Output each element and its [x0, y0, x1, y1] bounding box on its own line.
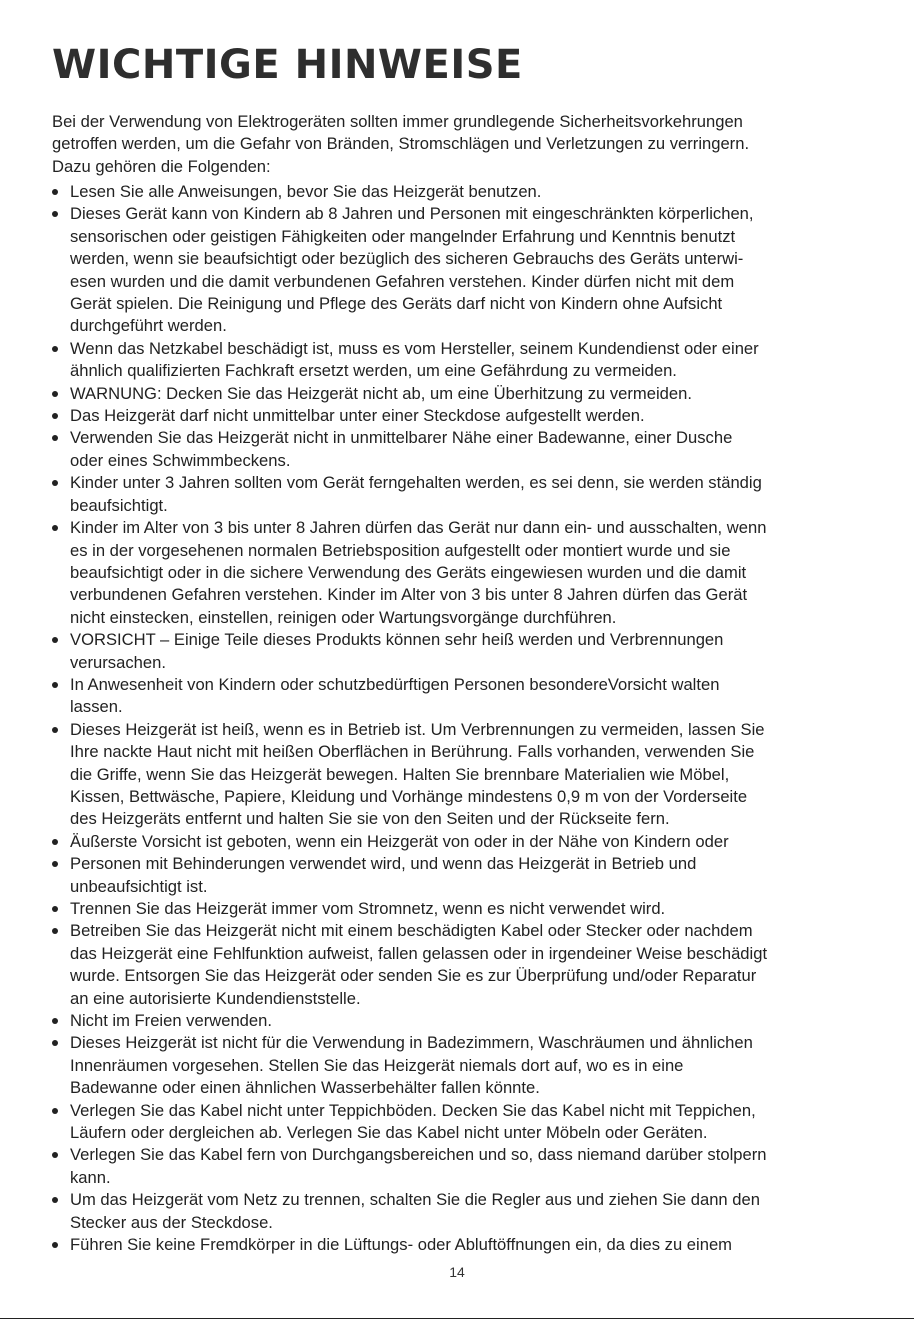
- list-item: [52, 517, 862, 629]
- list-item: [52, 181, 862, 203]
- list-item: [52, 831, 862, 853]
- list-item-line: Dieses Heizgerät ist heiß, wenn es in Betrieb ist. Um Verbrennungen zu vermeiden, lassen Sie: [70, 719, 765, 739]
- list-item-line: Wenn das Netzkabel beschädigt ist, muss es vom Hersteller, seinem Kundendienst oder einer: [70, 338, 759, 358]
- list-item-line: nicht einstecken, einstellen, reinigen oder Wartungsvorgänge durchführen.: [70, 607, 617, 627]
- list-item-line: Kinder unter 3 Jahren sollten vom Gerät ferngehalten werden, es sei denn, sie werden ständig: [70, 473, 762, 493]
- list-item-line: unbeaufsichtigt ist.: [70, 876, 208, 896]
- safety-instructions-list: [52, 181, 862, 1257]
- list-item-line: Betreiben Sie das Heizgerät nicht mit einem beschädigten Kabel oder Stecker oder nachdem: [70, 921, 753, 941]
- list-item-line: wurde. Entsorgen Sie das Heizgerät oder senden Sie es zur Überprüfung und/oder Reparatur: [70, 966, 757, 986]
- bullet-icon: [52, 1242, 58, 1248]
- list-item-line: kann.: [70, 1167, 111, 1187]
- list-item-line: Personen mit Behinderungen verwendet wird, und wenn das Heizgerät in Betrieb und: [70, 854, 697, 874]
- list-item-line: esen wurden und die damit verbundenen Gefahren verstehen. Kinder dürfen nicht mit dem: [70, 271, 735, 291]
- bullet-icon: [52, 928, 58, 934]
- list-item-line: durchgeführt werden.: [70, 316, 227, 336]
- list-item: [52, 1010, 862, 1032]
- list-item: [52, 719, 862, 831]
- list-item-line: Um das Heizgerät vom Netz zu trennen, schalten Sie die Regler aus und ziehen Sie dann den: [70, 1190, 760, 1210]
- list-item-line: Führen Sie keine Fremdkörper in die Lüftungs- oder Abluftöffnungen ein, da dies zu einem: [70, 1235, 733, 1255]
- list-item-line: Dieses Gerät kann von Kindern ab 8 Jahren und Personen mit eingeschränkten körperlichen,: [70, 204, 754, 224]
- list-item: [52, 898, 862, 920]
- list-item-line: das Heizgerät eine Fehlfunktion aufweist, fallen gelassen oder in irgendeiner Weise beschädigt: [70, 943, 768, 963]
- list-item-line: Verlegen Sie das Kabel fern von Durchgangsbereichen und so, dass niemand darüber stolpern: [70, 1145, 767, 1165]
- bullet-icon: [52, 906, 58, 912]
- list-item-line: es in der vorgesehenen normalen Betriebsposition aufgestellt oder montiert wurde und sie: [70, 540, 731, 560]
- list-item-line: Verwenden Sie das Heizgerät nicht in unmittelbarer Nähe einer Badewanne, einer Dusche: [70, 428, 733, 448]
- list-item: [52, 920, 862, 1010]
- list-item-line: Badewanne oder einen ähnlichen Wasserbehälter fallen könnte.: [70, 1078, 540, 1098]
- bullet-icon: [52, 189, 58, 195]
- list-item-line: beaufsichtigt.: [70, 495, 168, 515]
- bullet-icon: [52, 1018, 58, 1024]
- list-item-line: In Anwesenheit von Kindern oder schutzbedürftigen Personen besondereVorsicht walten: [70, 674, 720, 694]
- list-item: [52, 405, 862, 427]
- list-item-line: Kinder im Alter von 3 bis unter 8 Jahren dürfen das Gerät nur dann ein- und ausschalten, wenn: [70, 518, 767, 538]
- bullet-icon: [52, 346, 58, 352]
- list-item: [52, 1032, 862, 1099]
- bullet-icon: [52, 480, 58, 486]
- list-item: [52, 338, 862, 383]
- list-item-line: Stecker aus der Steckdose.: [70, 1212, 273, 1232]
- list-item-line: Kissen, Bettwäsche, Papiere, Kleidung und Vorhänge mindestens 0,9 m von der Vorderseite: [70, 786, 748, 806]
- list-item: [52, 1234, 862, 1256]
- list-item-line: sensorischen oder geistigen Fähigkeiten oder mangelnder Erfahrung und Kenntnis benutzt: [70, 226, 736, 246]
- list-item-line: oder eines Schwimmbeckens.: [70, 450, 291, 470]
- intro-line: Dazu gehören die Folgenden:: [52, 156, 271, 176]
- list-item: [52, 853, 862, 898]
- bullet-icon: [52, 1197, 58, 1203]
- list-item-line: WARNUNG: Decken Sie das Heizgerät nicht ab, um eine Überhitzung zu vermeiden.: [70, 383, 692, 403]
- list-item-line: an eine autorisierte Kundendienststelle.: [70, 988, 361, 1008]
- list-item: [52, 203, 862, 337]
- list-item: [52, 1189, 862, 1234]
- bullet-icon: [52, 1152, 58, 1158]
- list-item: [52, 1144, 862, 1189]
- intro-paragraph: [52, 111, 852, 178]
- bullet-icon: [52, 413, 58, 419]
- list-item-line: Dieses Heizgerät ist nicht für die Verwendung in Badezimmern, Waschräumen und ähnlichen: [70, 1033, 753, 1053]
- bullet-icon: [52, 861, 58, 867]
- list-item-line: Lesen Sie alle Anweisungen, bevor Sie das Heizgerät benutzen.: [70, 182, 542, 201]
- list-item: [52, 1100, 862, 1145]
- list-item: [52, 674, 862, 719]
- bottom-divider: [0, 1318, 914, 1319]
- intro-line: getroffen werden, um die Gefahr von Bränden, Stromschlägen und Verletzungen zu verringern.: [52, 134, 750, 154]
- list-item-line: Das Heizgerät darf nicht unmittelbar unter einer Steckdose aufgestellt werden.: [70, 406, 645, 426]
- list-item-line: Ihre nackte Haut nicht mit heißen Oberflächen in Berührung. Falls vorhanden, verwenden Sie: [70, 742, 755, 762]
- list-item-line: beaufsichtigt oder in die sichere Verwendung des Geräts eingewiesen wurden und die damit: [70, 562, 747, 582]
- list-item-line: Trennen Sie das Heizgerät immer vom Stromnetz, wenn es nicht verwendet wird.: [70, 899, 666, 918]
- bullet-icon: [52, 211, 58, 217]
- bullet-icon: [52, 682, 58, 688]
- list-item: [52, 472, 862, 517]
- list-item-line: VORSICHT – Einige Teile dieses Produkts können sehr heiß werden und Verbrennungen: [70, 630, 724, 650]
- list-item-line: Äußerste Vorsicht ist geboten, wenn ein Heizgerät von oder in der Nähe von Kindern oder: [70, 831, 729, 851]
- page-title: WICHTIGE HINWEISE: [52, 42, 523, 88]
- intro-line: Bei der Verwendung von Elektrogeräten sollten immer grundlegende Sicherheitsvorkehrungen: [52, 112, 743, 131]
- list-item-line: Gerät spielen. Die Reinigung und Pflege des Geräts darf nicht von Kindern ohne Aufsicht: [70, 294, 723, 314]
- list-item: [52, 427, 862, 472]
- bullet-icon: [52, 1108, 58, 1114]
- list-item-line: Nicht im Freien verwenden.: [70, 1011, 272, 1031]
- list-item-line: Verlegen Sie das Kabel nicht unter Teppichböden. Decken Sie das Kabel nicht mit Teppichen,: [70, 1100, 756, 1120]
- list-item: [52, 629, 862, 674]
- list-item-line: des Heizgeräts entfernt und halten Sie sie von den Seiten und der Rückseite fern.: [70, 809, 670, 829]
- bullet-icon: [52, 391, 58, 397]
- bullet-icon: [52, 637, 58, 643]
- list-item-line: ähnlich qualifizierten Fachkraft ersetzt werden, um eine Gefährdung zu vermeiden.: [70, 361, 677, 381]
- list-item-line: Innenräumen vorgesehen. Stellen Sie das Heizgerät niemals dort auf, wo es in eine: [70, 1055, 684, 1075]
- list-item-line: werden, wenn sie beaufsichtigt oder bezüglich des sicheren Gebrauchs des Geräts unterwi-: [70, 249, 744, 269]
- bullet-icon: [52, 839, 58, 845]
- list-item-line: lassen.: [70, 697, 123, 717]
- list-item: [52, 383, 862, 405]
- bullet-icon: [52, 1040, 58, 1046]
- bullet-icon: [52, 435, 58, 441]
- bullet-icon: [52, 727, 58, 733]
- page-number: 14: [449, 1264, 465, 1280]
- list-item-line: die Griffe, wenn Sie das Heizgerät bewegen. Halten Sie brennbare Materialien wie Möbel,: [70, 764, 730, 784]
- bullet-icon: [52, 525, 58, 531]
- list-item-line: verursachen.: [70, 652, 166, 672]
- list-item-line: verbundenen Gefahren verstehen. Kinder im Alter von 3 bis unter 8 Jahren dürfen das Gerät: [70, 585, 748, 605]
- list-item-line: Läufern oder dergleichen ab. Verlegen Sie das Kabel nicht unter Möbeln oder Geräten.: [70, 1123, 708, 1143]
